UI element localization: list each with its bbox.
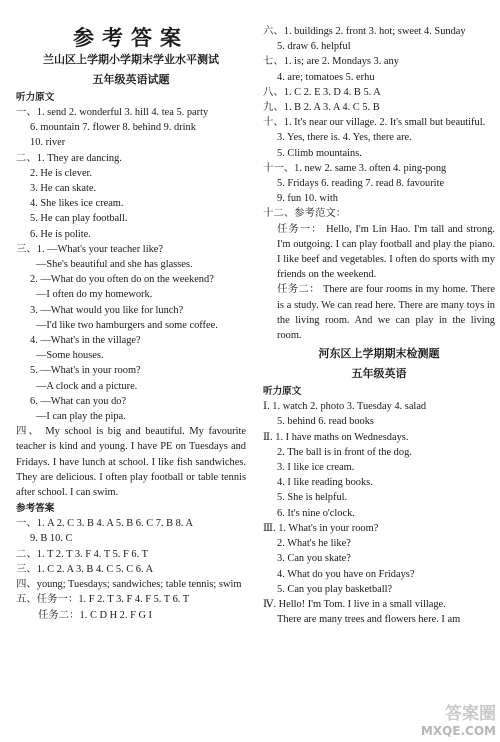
text-line: 5. behind 6. read books xyxy=(277,416,374,428)
text-line: 任务二：1. C D H 2. F G I xyxy=(38,609,153,621)
text-line: 3. He can skate. xyxy=(30,183,97,195)
text-line: 4. She likes ice cream. xyxy=(30,198,124,210)
text-line: Ⅰ. 1. watch 2. photo 3. Tuesday 4. salad xyxy=(263,401,427,413)
left-column xyxy=(16,0,246,623)
text-line: 八、1. C 2. E 3. D 4. B 5. A xyxy=(263,86,381,98)
text-line: 5. Fridays 6. reading 7. read 8. favourite xyxy=(277,178,445,190)
text-line: 二、1. They are dancing. xyxy=(16,152,122,164)
text-line: 5. Climb mountains. xyxy=(277,147,362,159)
text-line: 5. —What's in your room? xyxy=(30,365,141,377)
watermark-logo: 答案圈 MXQE.COM xyxy=(420,704,496,738)
text-line: 二、1. T 2. T 3. F 4. T 5. F 6. T xyxy=(16,548,148,560)
text-line: 10. river xyxy=(30,137,66,149)
exam-subheading: 五年级英语试题 xyxy=(92,73,170,86)
text-line: —I often do my homework. xyxy=(36,289,153,301)
text-line: —I'd like two hamburgers and some coffee. xyxy=(36,319,218,331)
sample-essay-1: 任务一： Hello, I'm Lin Hao. I'm tall and strong. I'm outgoing. I can play football and play the piano. I like beef and vegetables. I often do sports with my friends on the weekend. xyxy=(277,223,495,281)
text-line: 3. —What would you like for lunch? xyxy=(30,304,184,316)
text-line: There are many trees and flowers here. I am xyxy=(277,614,461,626)
text-line: 5. She is helpful. xyxy=(277,492,348,504)
text-line: 三、1. C 2. A 3. B 4. C 5. C 6. A xyxy=(16,563,154,575)
text-line: 一、1. send 2. wonderful 3. hill 4. tea 5. party xyxy=(16,107,209,118)
exam-heading-2: 河东区上学期期末检测题 xyxy=(318,347,440,361)
text-line: 2. He is clever. xyxy=(30,167,93,179)
text-line: 6. It's nine o'clock. xyxy=(277,507,355,519)
text-line: 9. fun 10. with xyxy=(277,193,338,205)
text-line: 十二、参考范文： xyxy=(263,208,347,220)
text-line: 6. —What can you do? xyxy=(30,395,127,407)
text-line: 4. What do you have on Fridays? xyxy=(277,568,415,580)
text-line: 六、1. buildings 2. front 3. hot; sweet 4. Sunday xyxy=(263,26,466,37)
text-line: 4. I like reading books. xyxy=(277,477,373,489)
answers-label: 参考答案 xyxy=(16,503,55,515)
text-line: Ⅳ. Hello! I'm Tom. I live in a small village. xyxy=(263,598,446,610)
text-line: 四、young; Tuesdays; sandwiches; table tennis; swim xyxy=(16,579,242,591)
text-line: 4. —What's in the village? xyxy=(30,335,141,347)
sample-essay-2: 任务二： There are four rooms in my home. There is a study. We can read here. There are many toys in the living room. And we can play in the living room. xyxy=(277,284,495,342)
text-line: —Some houses. xyxy=(36,350,104,362)
text-line: Ⅲ. 1. What's in your room? xyxy=(263,522,379,534)
text-line: 2. What's he like? xyxy=(277,538,351,550)
text-line: 5. Can you play basketball? xyxy=(277,583,393,595)
passage: 四、 My school is big and beautiful. My favourite teacher is kind and young. I have PE on Tuesdays and Fridays. I have lunch at school. I like fish sandwiches. They are delicious. I often play football or table tennis after school. I can swim. xyxy=(16,426,246,499)
text-line: 十一、1. new 2. same 3. often 4. ping-pong xyxy=(263,162,447,174)
text-line: 2. The ball is in front of the dog. xyxy=(277,446,412,458)
text-line: 七、1. is; are 2. Mondays 3. any xyxy=(263,56,399,68)
text-line: 十、1. It's near our village. 2. It's small but beautiful. xyxy=(263,117,486,129)
text-line: 6. mountain 7. flower 8. behind 9. drink xyxy=(30,122,196,134)
text-line: 4. are; tomatoes 5. erhu xyxy=(277,71,375,83)
text-line: 九、1. B 2. A 3. A 4. C 5. B xyxy=(263,102,380,114)
text-line: 3. Can you skate? xyxy=(277,553,351,565)
text-line: 6. He is polite. xyxy=(30,228,91,240)
text-line: 3. I like ice cream. xyxy=(277,462,355,474)
text-line: 2. —What do you often do on the weekend? xyxy=(30,274,214,286)
text-line: 5. He can play football. xyxy=(30,213,128,225)
text-line: 五、任务一：1. F 2. T 3. F 4. F 5. T 6. T xyxy=(16,594,190,606)
page-title: 参考答案 xyxy=(73,26,189,50)
listening-label-2: 听力原文 xyxy=(263,386,302,398)
listening-label: 听力原文 xyxy=(16,92,55,103)
text-line: 3. Yes, there is. 4. Yes, there are. xyxy=(277,132,412,144)
text-line: 5. draw 6. helpful xyxy=(277,41,351,53)
right-column xyxy=(263,0,495,627)
exam-subheading-2: 五年级英语 xyxy=(351,367,407,381)
text-line: —I can play the pipa. xyxy=(36,411,126,423)
text-line: 9. B 10. C xyxy=(30,533,73,545)
text-line: 一、1. A 2. C 3. B 4. A 5. B 6. C 7. B 8. A xyxy=(16,518,193,530)
text-line: —A clock and a picture. xyxy=(36,380,138,392)
text-line: Ⅱ. 1. I have maths on Wednesdays. xyxy=(263,431,409,443)
text-line: —She's beautiful and she has glasses. xyxy=(36,259,193,271)
text-line: 三、1. —What's your teacher like? xyxy=(16,243,164,255)
exam-heading: 兰山区上学期小学期末学业水平测试 xyxy=(43,53,219,66)
